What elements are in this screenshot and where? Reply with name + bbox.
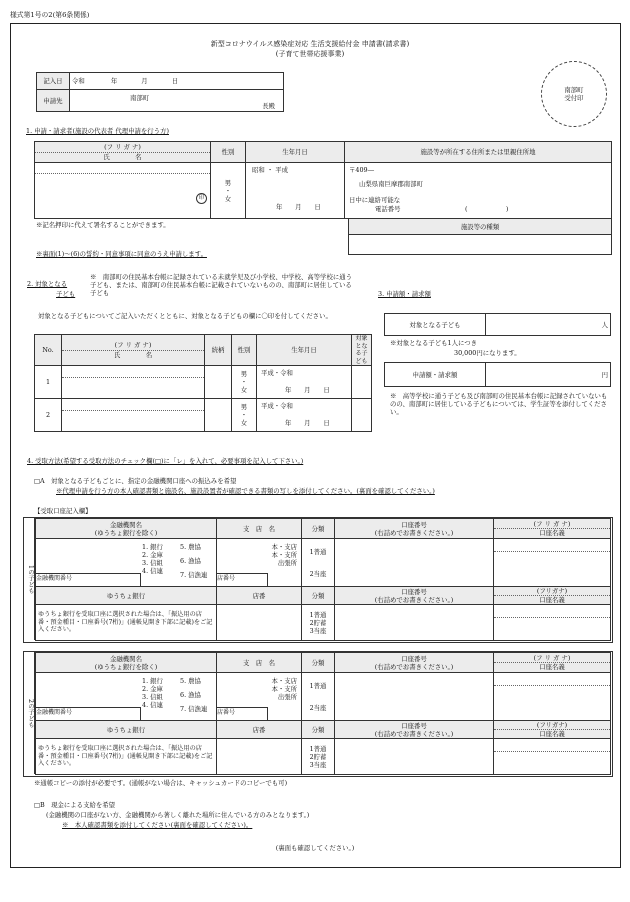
yucho-acct-no-field[interactable] xyxy=(335,605,494,641)
address-prefix: 山梨県南巨摩郡南部町 xyxy=(359,180,423,188)
bank-section-title: 【受取口座記入欄】 xyxy=(34,507,92,515)
option-b-checkbox[interactable]: □B 現金による支給を希望 xyxy=(34,801,116,809)
entry-date-month: 月 xyxy=(141,77,148,85)
child-row-no: 2 xyxy=(35,399,62,432)
applicant-name-field[interactable] xyxy=(35,163,211,219)
branch-code-label: 店番号 xyxy=(217,575,236,582)
yucho-kind-field[interactable] xyxy=(302,739,335,775)
sec4-heading: 4. 受取方法(希望する受取方法のチェック欄(□)に「レ」を入れて、必要事項を記入して下さい。) xyxy=(27,457,304,465)
child-target-field[interactable] xyxy=(352,399,372,432)
contact-line1: 日中に連絡可能な xyxy=(349,196,401,204)
children-count-table xyxy=(384,313,611,336)
amount-table xyxy=(384,362,611,387)
recipient-honorific: 長殿 xyxy=(262,102,275,110)
yucho-furigana-label: (フリガナ) xyxy=(494,587,610,596)
kind-futsu: 1普通 xyxy=(309,547,327,556)
bank-name-field[interactable] xyxy=(36,539,217,587)
child-row xyxy=(35,366,372,399)
yucho-acct-no-field[interactable] xyxy=(335,739,494,775)
col-no: No. xyxy=(35,335,62,366)
applicant-name-label: 氏 名 xyxy=(103,153,142,161)
form-title: 新型コロナウイルス感染症対応 生活支援給付金 申請書(請求書) xyxy=(210,40,410,48)
entry-date-field[interactable] xyxy=(70,73,284,90)
birth-ymd: 年 月 日 xyxy=(276,203,321,211)
sec1-heading: 1. 申請・請求者(施設の代表者 代理申請を行う方) xyxy=(26,127,169,135)
recipient-label: 申請先 xyxy=(37,90,70,112)
yucho-store-label: 店番 xyxy=(217,721,302,739)
per-child-note2: 30,000円になります。 xyxy=(454,349,521,357)
yucho-acct-name-label: 口座名義 xyxy=(539,596,565,604)
recipient-town: 南部町 xyxy=(130,94,150,102)
children-count-label: 対象となる子ども xyxy=(385,314,486,336)
recipient-field xyxy=(70,90,284,112)
acct-name-label: 口座名義 xyxy=(539,663,565,671)
col-name: 氏 名 xyxy=(113,351,153,359)
acct-name-field[interactable] xyxy=(494,673,611,721)
note-pledge: ※裏面(1)～(6)の誓約・同意事項に同意のうえ申請します。 xyxy=(36,250,207,258)
child-gender-opts: 男 ・ 女 xyxy=(240,403,248,427)
yucho-store-label: 店番 xyxy=(217,587,302,605)
yucho-store-field[interactable] xyxy=(217,739,302,775)
acct-no-field[interactable] xyxy=(335,673,494,721)
option-b-id-note: ※ 本人確認書類を添付してください(裏面を確認してください)。 xyxy=(62,821,253,829)
applicant-address-field[interactable] xyxy=(345,163,612,219)
yucho-kind-chochiku: 2貯蓄 xyxy=(309,618,327,627)
phone-paren: ( ) xyxy=(465,205,509,213)
yucho-acct-name-label: 口座名義 xyxy=(539,730,565,738)
seal-mark: 印 xyxy=(196,193,207,204)
yucho-kind-futsu: 1普通 xyxy=(309,744,327,753)
branch-type-shuchosho: 出張所 xyxy=(277,693,297,701)
birth-era: 昭和 ・ 平成 xyxy=(252,166,289,174)
col-relation: 続柄 xyxy=(205,335,232,366)
child-target-field[interactable] xyxy=(352,366,372,399)
child-row-no: 1 xyxy=(35,366,62,399)
option-a-note: ※代理申請を行う方の本人確認書類と施設名、施設設置者が確認できる書類の写しを添付してください。(裏面を確認してください。) xyxy=(56,487,435,495)
sec2-heading2: 子ども xyxy=(56,290,76,298)
applicant-table xyxy=(34,141,612,219)
yucho-kind-field[interactable] xyxy=(302,605,335,641)
type-gyokyo: 6. 漁協 xyxy=(180,691,201,699)
child-gender-field[interactable] xyxy=(232,366,257,399)
children-count-unit: 人 xyxy=(601,320,608,329)
entry-date-year: 年 xyxy=(110,77,118,85)
yucho-furigana-label: (フリガナ) xyxy=(494,721,610,730)
yucho-acct-no-sub: (右詰めでお書きください。) xyxy=(374,729,454,738)
child-birth-field[interactable] xyxy=(257,399,352,432)
type-shinkumi: 3. 信組 xyxy=(142,559,163,567)
sec3-heading: 3. 申請額・請求額 xyxy=(378,290,431,298)
child1-label: 1の子ども xyxy=(24,518,35,640)
yucho-store-field[interactable] xyxy=(217,605,302,641)
acct-no-label: 口座番号 xyxy=(401,654,427,663)
bank-name-label: 金融機関名 xyxy=(110,520,142,529)
type-kinko: 2. 金庫 xyxy=(142,551,163,559)
child-birth-ymd: 年 月 日 xyxy=(285,419,330,427)
child-birth-era: 平成・令和 xyxy=(261,402,293,410)
bank-code-label: 金融機関番号 xyxy=(36,709,73,716)
contact-line2: 電話番号 xyxy=(375,205,401,213)
child-gender-field[interactable] xyxy=(232,399,257,432)
kind-toza: 2当座 xyxy=(309,569,327,578)
kind-field[interactable] xyxy=(302,539,335,587)
branch-field[interactable] xyxy=(217,673,302,721)
yucho-acct-no-label: 口座番号 xyxy=(401,587,427,596)
bank-name-field[interactable] xyxy=(36,673,217,721)
child-name-field[interactable] xyxy=(62,366,205,399)
facility-type-field[interactable] xyxy=(349,235,612,255)
yucho-kind-toza: 3当座 xyxy=(309,760,327,769)
type-bank: 1. 銀行 xyxy=(142,543,163,551)
sec2-description: ※ 南部町の住民基本台帳に記録されている未就学児及び小学校、中学校、高等学校に通う子ども、または、南部町の住民基本台帳に記載されていないものの、南部町に居住している子ども xyxy=(90,273,353,297)
bank-name-label: 金融機関名 xyxy=(110,654,142,663)
child2-label: 2の子ども xyxy=(24,652,35,774)
bank-block-2 xyxy=(23,651,613,777)
form-subtitle: (子育て世帯応援事業) xyxy=(275,50,345,58)
passbook-note: ※通帳コピーの添付が必要です。(通帳がない場合は、キャッシュカードのコピーでも可) xyxy=(34,779,288,787)
branch-type-honshiten: 本・支店 xyxy=(271,543,297,551)
type-nokyo: 5. 農協 xyxy=(180,543,201,551)
branch-type-honshisho: 本・支所 xyxy=(271,551,297,559)
kind-label: 分類 xyxy=(302,653,335,673)
type-shinren: 4. 信連 xyxy=(142,701,163,709)
postal-code: 〒409― xyxy=(349,166,374,174)
yucho-note: ゆうちょ銀行を受取口座に選択された場合は、「振込用の店番・預金種目・口座番号(7桁)」(通帳見開き下部に記載)をご記入ください。 xyxy=(36,605,217,641)
branch-label: 支 店 名 xyxy=(217,653,302,673)
amount-field[interactable] xyxy=(486,363,611,387)
child-birth-ymd: 年 月 日 xyxy=(285,386,330,394)
yucho-acct-name-field[interactable] xyxy=(494,605,611,641)
kind-field[interactable] xyxy=(302,673,335,721)
bank-block-1 xyxy=(23,517,613,643)
gender-options: 男 ・ 女 xyxy=(224,178,232,203)
yucho-kind-chochiku: 2貯蓄 xyxy=(309,752,327,761)
yucho-label: ゆうちょ銀行 xyxy=(36,587,217,605)
type-shinkumi: 3. 信組 xyxy=(142,693,163,701)
acct-no-label: 口座番号 xyxy=(401,520,427,529)
yucho-kind-futsu: 1普通 xyxy=(309,610,327,619)
acct-no-sub: (右詰めでお書きください。) xyxy=(374,662,454,671)
birth-label: 生年月日 xyxy=(246,142,345,163)
type-shingyoren: 7. 信漁連 xyxy=(180,705,208,713)
col-birth: 生年月日 xyxy=(257,335,352,366)
acct-furigana-label: (フ リ ガ ナ) xyxy=(494,520,610,529)
yucho-label: ゆうちょ銀行 xyxy=(36,721,217,739)
yucho-kind-label: 分類 xyxy=(302,587,335,605)
type-nokyo: 5. 農協 xyxy=(180,677,201,685)
branch-label: 支 店 名 xyxy=(217,519,302,539)
per-child-note1: ※対象となる子ども1人につき xyxy=(390,339,478,347)
child-birth-field[interactable] xyxy=(257,366,352,399)
header-table xyxy=(36,72,284,112)
stamp-line2: 受付印 xyxy=(564,94,584,102)
yucho-kind-toza: 3当座 xyxy=(309,626,327,635)
yucho-note: ゆうちょ銀行を受取口座に選択された場合は、「振込用の店番・預金種目・口座番号(7桁)」(通帳見開き下部に記載)をご記入ください。 xyxy=(36,739,217,775)
sec2-instruction: 対象となる子どもについてご記入いただくとともに、対象となる子どもの欄に〇印を付してください。 xyxy=(38,312,332,320)
children-table xyxy=(34,334,372,432)
sec2-heading1: 2. 対象となる xyxy=(27,280,68,288)
bank-code-label: 金融機関番号 xyxy=(36,575,73,582)
reception-stamp xyxy=(541,61,607,127)
acct-no-sub: (右詰めでお書きください。) xyxy=(374,528,454,537)
entry-date-era: 令和 xyxy=(72,77,85,85)
branch-type-honshiten: 本・支店 xyxy=(271,677,297,685)
kind-futsu: 1普通 xyxy=(309,681,327,690)
children-count-field[interactable] xyxy=(486,314,611,336)
child-birth-era: 平成・令和 xyxy=(261,369,293,377)
kind-label: 分類 xyxy=(302,519,335,539)
bank-name-sub: (ゆうちょ銀行を除く) xyxy=(94,662,158,671)
yucho-acct-no-sub: (右詰めでお書きください。) xyxy=(374,595,454,604)
address-label: 施設等が所在する住所または里親住所地 xyxy=(345,142,612,163)
option-a-checkbox[interactable]: □A 対象となる子どもごとに、指定の金融機関口座への振込みを希望 xyxy=(34,477,237,485)
type-shinren: 4. 信連 xyxy=(142,567,163,575)
facility-type-label: 施設等の種類 xyxy=(349,219,612,235)
col-furigana: (フ リ ガ ナ) xyxy=(62,341,204,351)
applicant-birth-field[interactable] xyxy=(246,163,345,219)
sec3-note: ※ 高等学校に通う子ども及び南部町の住民基本台帳に記録されていないものの、南部町に居住している子どもについては、学生証等を添付してください。 xyxy=(390,392,608,416)
stamp-line1: 南部町 xyxy=(564,86,584,94)
col-gender: 性別 xyxy=(232,335,257,366)
entry-date-day: 日 xyxy=(171,77,179,85)
acct-name-field[interactable] xyxy=(494,539,611,587)
applicant-furigana-label: (フ リ ガ ナ) xyxy=(35,143,210,153)
note-sign: ※記名押印に代えて署名することができます。 xyxy=(36,221,170,229)
branch-field[interactable] xyxy=(217,539,302,587)
option-b-note: (金融機関の口座がない方、金融機関から著しく離れた場所に住んでいる方のみとなります。) xyxy=(46,811,310,819)
acct-no-field[interactable] xyxy=(335,539,494,587)
footer-note: (裏面も確認してください。) xyxy=(275,844,355,852)
form-id: 様式第1号の2(第6条関係) xyxy=(10,11,90,19)
acct-name-label: 口座名義 xyxy=(539,529,565,537)
child-relation-field[interactable] xyxy=(205,399,232,432)
type-kinko: 2. 金庫 xyxy=(142,685,163,693)
acct-furigana-label: (フ リ ガ ナ) xyxy=(494,654,610,663)
col-target: 対象となる子ども xyxy=(352,335,372,366)
type-shingyoren: 7. 信漁連 xyxy=(180,571,208,579)
amount-label: 申請額・請求額 xyxy=(385,363,486,387)
branch-type-honshisho: 本・支所 xyxy=(271,685,297,693)
amount-unit: 円 xyxy=(601,370,608,379)
branch-code-label: 店番号 xyxy=(217,709,236,716)
child-gender-opts: 男 ・ 女 xyxy=(240,370,248,394)
child-name-field[interactable] xyxy=(62,399,205,432)
bank-name-sub: (ゆうちょ銀行を除く) xyxy=(94,528,158,537)
type-gyokyo: 6. 漁協 xyxy=(180,557,201,565)
type-bank: 1. 銀行 xyxy=(142,677,163,685)
kind-toza: 2当座 xyxy=(309,703,327,712)
entry-date-label: 記入日 xyxy=(37,73,70,90)
child-relation-field[interactable] xyxy=(205,366,232,399)
applicant-gender-field[interactable] xyxy=(211,163,246,219)
yucho-acct-no-label: 口座番号 xyxy=(401,721,427,730)
yucho-acct-name-field[interactable] xyxy=(494,739,611,775)
facility-type-table xyxy=(348,218,612,255)
yucho-kind-label: 分類 xyxy=(302,721,335,739)
branch-type-shuchosho: 出張所 xyxy=(277,559,297,567)
child-row xyxy=(35,399,372,432)
gender-label: 性別 xyxy=(211,142,246,163)
